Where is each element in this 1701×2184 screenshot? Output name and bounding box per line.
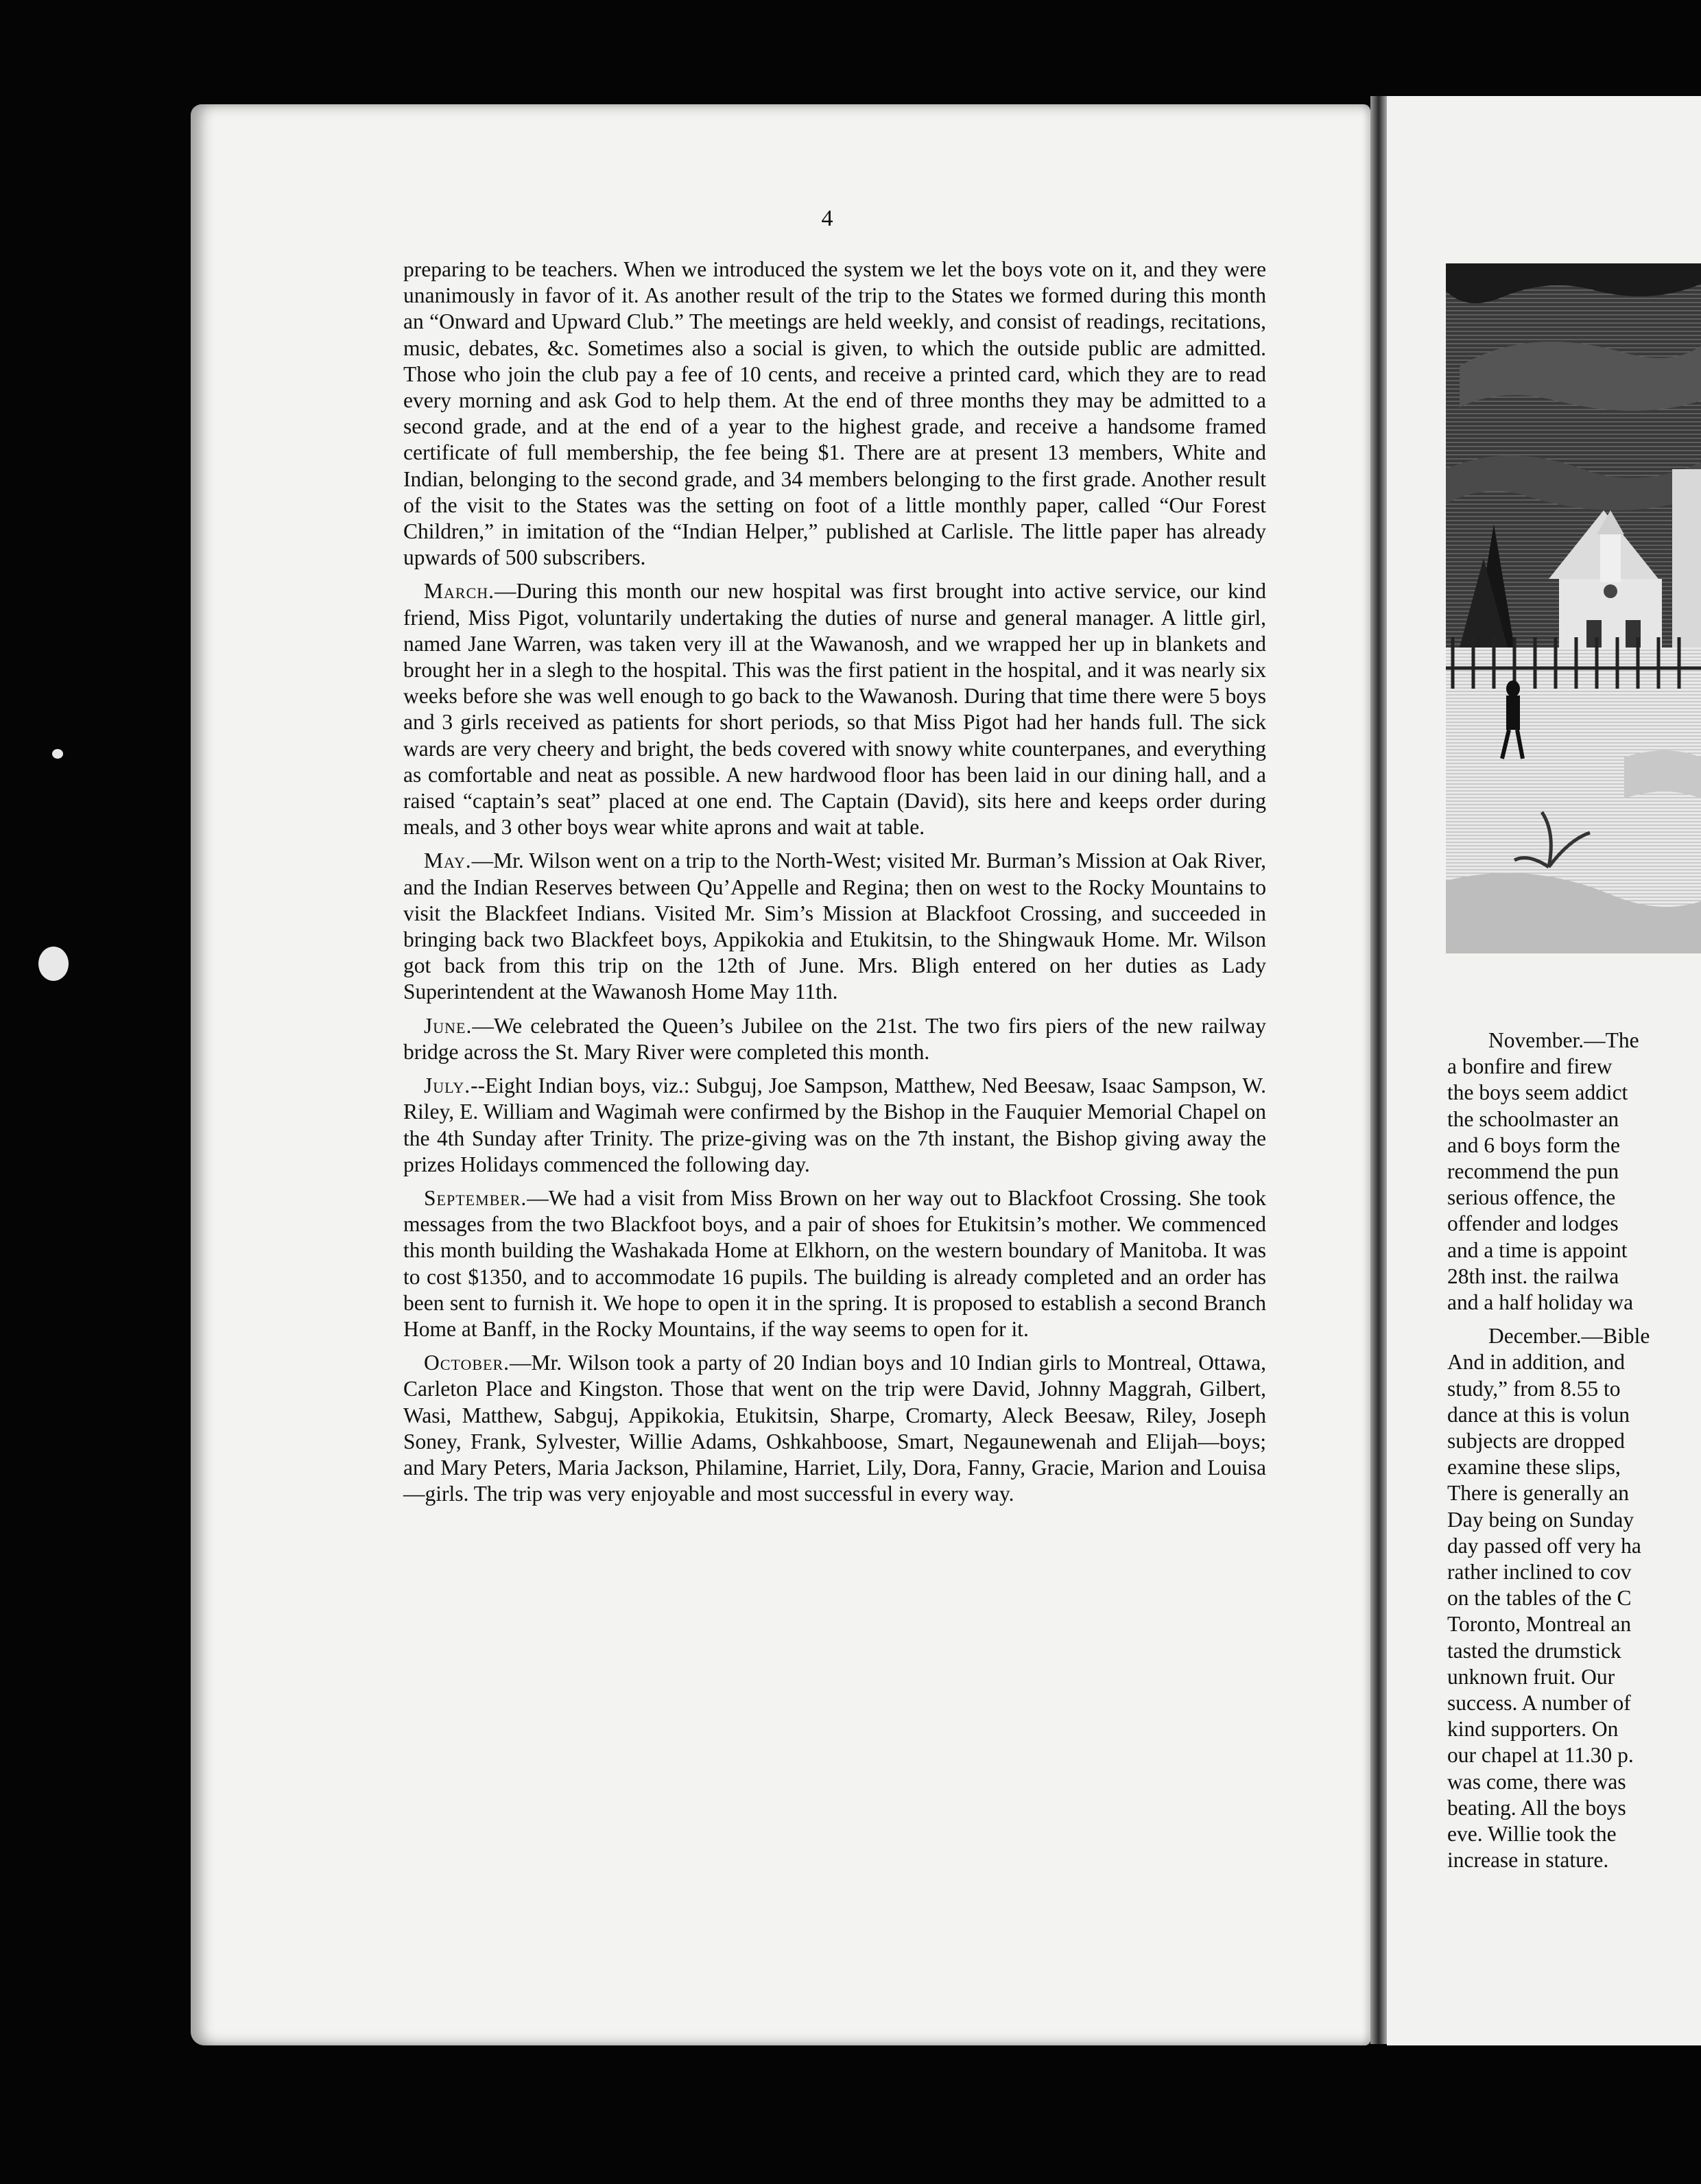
month-heading: October. [424, 1351, 510, 1375]
text-line: offender and lodges [1447, 1211, 1619, 1236]
text-line: And in addition, and [1447, 1350, 1625, 1375]
text-line: November.—The [1488, 1028, 1639, 1052]
paragraph-july [403, 1073, 1266, 1178]
text-line: serious offence, the [1447, 1185, 1616, 1210]
month-heading: March. [424, 579, 495, 604]
text-line: and 6 boys form the [1447, 1132, 1620, 1157]
month-heading: July. [424, 1073, 471, 1098]
paragraph-text: —Mr. Wilson took a party of 20 Indian boys and 10 Indian girls to Montreal, Ottawa, Carleton Place and Kingston. Those that went on the trip were David, Johnny Maggrah, Gilbert, Wasi, Matthew, Sabguj, Appikokia, Etukitsin, Sharpe, Cromarty, Aleck Beesaw, Riley, Joseph Soney, Frank, Sylvester, Willie Adams, Oshkahboose, Smart, Negaunewenah and Elijah—boys; and Mary Peters, Maria Jackson, Philamine, Harriet, Lily, Dora, Fanny, Gracie, Marion and Louisa—girls. The trip was very enjoyable and most successful in every way. [403, 1351, 1266, 1506]
paragraph-march [403, 578, 1266, 840]
paragraph-text: —During this month our new hospital was first brought into active service, our kind friend, Miss Pigot, voluntarily undertaking the duties of nurse and general manager. A little girl, named Jane Warren, was taken very ill at the Wawanosh, and we wrapped her up in blankets and brought her in a slegh to the hospital. This was the first patient in the hospital, and it was nearly six weeks before she was well enough to go back to the Wawanosh. During that time there were 5 boys and 3 girls received as patients for short periods, so that Miss Pigot had her hands full. The sick wards are very cheery and bright, the beds covered with snowy white counterpanes, and everything as comfortable and neat as possible. A new hardwood floor has been laid in our dining hall, and a raised “captain’s seat” placed at one end. The Captain (David), sits here and keeps order during meals, and 3 other boys wear white aprons and wait at table. [403, 579, 1266, 840]
text-line: dance at this is volun [1447, 1402, 1630, 1427]
text-line: tasted the drumstick [1447, 1638, 1621, 1663]
text-line: a bonfire and firew [1447, 1054, 1613, 1079]
paragraph-june [403, 1013, 1266, 1065]
text-line: eve. Willie took the [1447, 1822, 1617, 1847]
left-text-column [403, 257, 1266, 1515]
month-heading: May. [424, 848, 472, 873]
month-heading: June. [424, 1013, 473, 1038]
text-line: subjects are dropped [1447, 1429, 1625, 1453]
paragraph-text: —Mr. Wilson went on a trip to the North-West; visited Mr. Burman’s Mission at Oak River, and the Indian Reserves between Qu’Appelle and Regina; then on west to the Rocky Mountains to visit the Blackfeet Indians. Visited Mr. Sim’s Mission at Blackfoot Crossing, and succeeded in bringing back two Blackfeet boys, Appikokia and Etukitsin, to the Shingwauk Home. Mr. Wilson got back from this trip on the 12th of June. Mrs. Bligh entered on her duties as Lady Superintendent at the Wawanosh Home May 11th. [403, 848, 1266, 1004]
right-text-column [1447, 1028, 1701, 1882]
engraving-illustration [1446, 263, 1701, 953]
text-line: and a time is appoint [1447, 1237, 1628, 1262]
text-line: success. A number of [1447, 1691, 1631, 1716]
paragraph-december [1447, 1323, 1701, 1873]
text-line: was come, there was [1447, 1769, 1626, 1794]
text-line: December.—Bible [1488, 1324, 1650, 1349]
paragraph-text: --Eight Indian boys, viz.: Subguj, Joe Sampson, Matthew, Ned Beesaw, Isaac Sampson, W. Riley, E. William and Wagimah were confirmed by the Bishop in the Fauquier Memorial Chapel on the 4th Sunday after Trinity. The prize-giving was on the 7th instant, the Bishop giving away the prizes Holidays commenced the following day. [403, 1073, 1266, 1176]
scan-speck [38, 947, 69, 981]
paragraph-november [1447, 1028, 1701, 1316]
paragraph-text: preparing to be teachers. When we introduced the system we let the boys vote on it, and they were unanimously in favor of it. As another result of the trip to the States we formed during this month an “Onward and Upward Club.” The meetings are held weekly, and consist of readings, recitations, music, debates, &c. Sometimes also a social is given, to which the outside public are admitted. Those who join the club pay a fee of 10 cents, and receive a printed card, which they are to read every morning and ask God to help them. At the end of three months they may be admitted to a second grade, and at the end of a year to the highest grade, and receive a handsome framed certificate of full membership, the fee being $1. There are at present 13 members, White and Indian, belonging to the second grade, and 34 members belonging to the first grade. Another result of the visit to the States was the setting on foot of a little monthly paper, called “Our Forest Children,” in imitation of the “Indian Helper,” published at Carlisle. The little paper has already upwards of 500 subscribers. [403, 257, 1266, 570]
text-line: Toronto, Montreal an [1447, 1612, 1632, 1637]
book-gutter [1370, 96, 1387, 2044]
paragraph-october [403, 1350, 1266, 1507]
text-line: There is generally an [1447, 1481, 1629, 1506]
paragraph-continuation [403, 257, 1266, 571]
month-heading: September. [424, 1185, 527, 1210]
text-line: increase in stature. [1447, 1848, 1609, 1873]
text-line: day passed off very ha [1447, 1533, 1641, 1558]
text-line: study,” from 8.55 to [1447, 1376, 1621, 1401]
text-line: 28th inst. the railwa [1447, 1263, 1619, 1288]
text-line: on the tables of the C [1447, 1586, 1632, 1611]
text-line: kind supporters. On [1447, 1717, 1619, 1742]
text-line: our chapel at 11.30 p. [1447, 1743, 1634, 1768]
text-line: unknown fruit. Our [1447, 1664, 1615, 1689]
paragraph-text: —We celebrated the Queen’s Jubilee on the 21st. The two firs piers of the new railway bridge across the St. Mary River were completed this month. [403, 1013, 1266, 1064]
paragraph-may [403, 848, 1266, 1005]
page-number: 4 [821, 206, 833, 231]
text-line: rather inclined to cov [1447, 1560, 1632, 1584]
text-line: and a half holiday wa [1447, 1290, 1634, 1315]
paragraph-text: —We had a visit from Miss Brown on her way out to Blackfoot Crossing. She took messages from the two Blackfoot boys, and a pair of shoes for Etukitsin’s mother. We commenced this month building the Washakada Home at Elkhorn, on the western boundary of Manitoba. It was to cost $1350, and to accommodate 16 pupils. The building is already completed and an order has been sent to furnish it. We hope to open it in the spring. It is proposed to establish a second Branch Home at Banff, in the Rocky Mountains, if the way seems to open for it. [403, 1185, 1266, 1341]
text-line: beating. All the boys [1447, 1795, 1626, 1820]
text-line: recommend the pun [1447, 1159, 1619, 1184]
text-line: the boys seem addict [1447, 1080, 1628, 1105]
text-line: Day being on Sunday [1447, 1507, 1634, 1532]
paragraph-september [403, 1185, 1266, 1342]
scan-speck [52, 749, 63, 759]
text-line: the schoolmaster an [1447, 1106, 1619, 1131]
text-line: examine these slips, [1447, 1455, 1621, 1480]
